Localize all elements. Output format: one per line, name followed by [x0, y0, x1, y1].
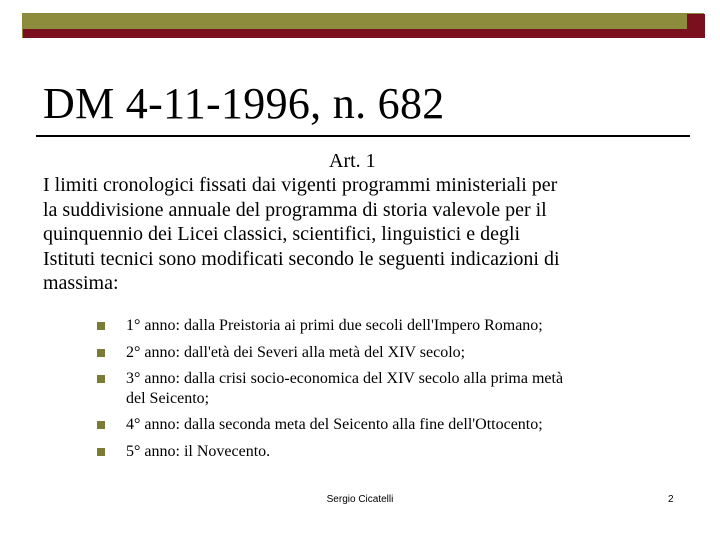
list-item — [97, 415, 697, 435]
title-underline — [36, 135, 690, 137]
list-item — [97, 369, 697, 408]
list-item-text: 3° anno: dalla crisi socio-economica del XIV secolo alla prima metà — [126, 370, 564, 387]
list-item-continuation: del Seicento; — [126, 389, 210, 407]
list-item — [97, 442, 697, 462]
body-line: quinquennio dei Licei classici, scientifici, linguistici e degli — [43, 223, 521, 245]
body-line: la suddivisione annuale del programma di storia valevole per il — [43, 198, 547, 221]
body-line: Istituti tecnici sono modificati secondo le seguenti indicazioni di — [43, 247, 560, 270]
slide-title: DM 4-11-1996, n. 682 — [43, 79, 445, 128]
olive-band — [23, 14, 687, 29]
square-bullet-icon — [97, 375, 105, 383]
body-line: massima: — [43, 272, 119, 294]
list-item-text: 1° anno: dalla Preistoria ai primi due secoli dell'Impero Romano; — [126, 317, 543, 334]
footer-author: Sergio Cicatelli — [326, 494, 394, 505]
page-number: 2 — [668, 494, 674, 505]
list-item-text: 2° anno: dall'età dei Severi alla metà del XIV secolo; — [126, 343, 466, 361]
square-bullet-icon — [97, 448, 105, 456]
year-list — [97, 316, 697, 468]
list-item-text: 4° anno: dalla seconda meta del Seicento alla fine dell'Ottocento; — [126, 416, 543, 433]
article-heading: Art. 1 — [329, 150, 376, 172]
maroon-corner-block — [687, 14, 705, 29]
square-bullet-icon — [97, 421, 105, 429]
list-item — [97, 316, 697, 336]
square-bullet-icon — [97, 322, 105, 330]
list-item — [97, 343, 697, 363]
body-paragraph — [43, 173, 693, 296]
square-bullet-icon — [97, 349, 105, 357]
list-item-text: 5° anno: il Novecento. — [126, 442, 271, 460]
body-line: I limiti cronologici fissati dai vigenti programmi ministeriali per — [43, 174, 558, 196]
maroon-band — [23, 29, 705, 38]
top-decorative-bar — [22, 13, 704, 38]
